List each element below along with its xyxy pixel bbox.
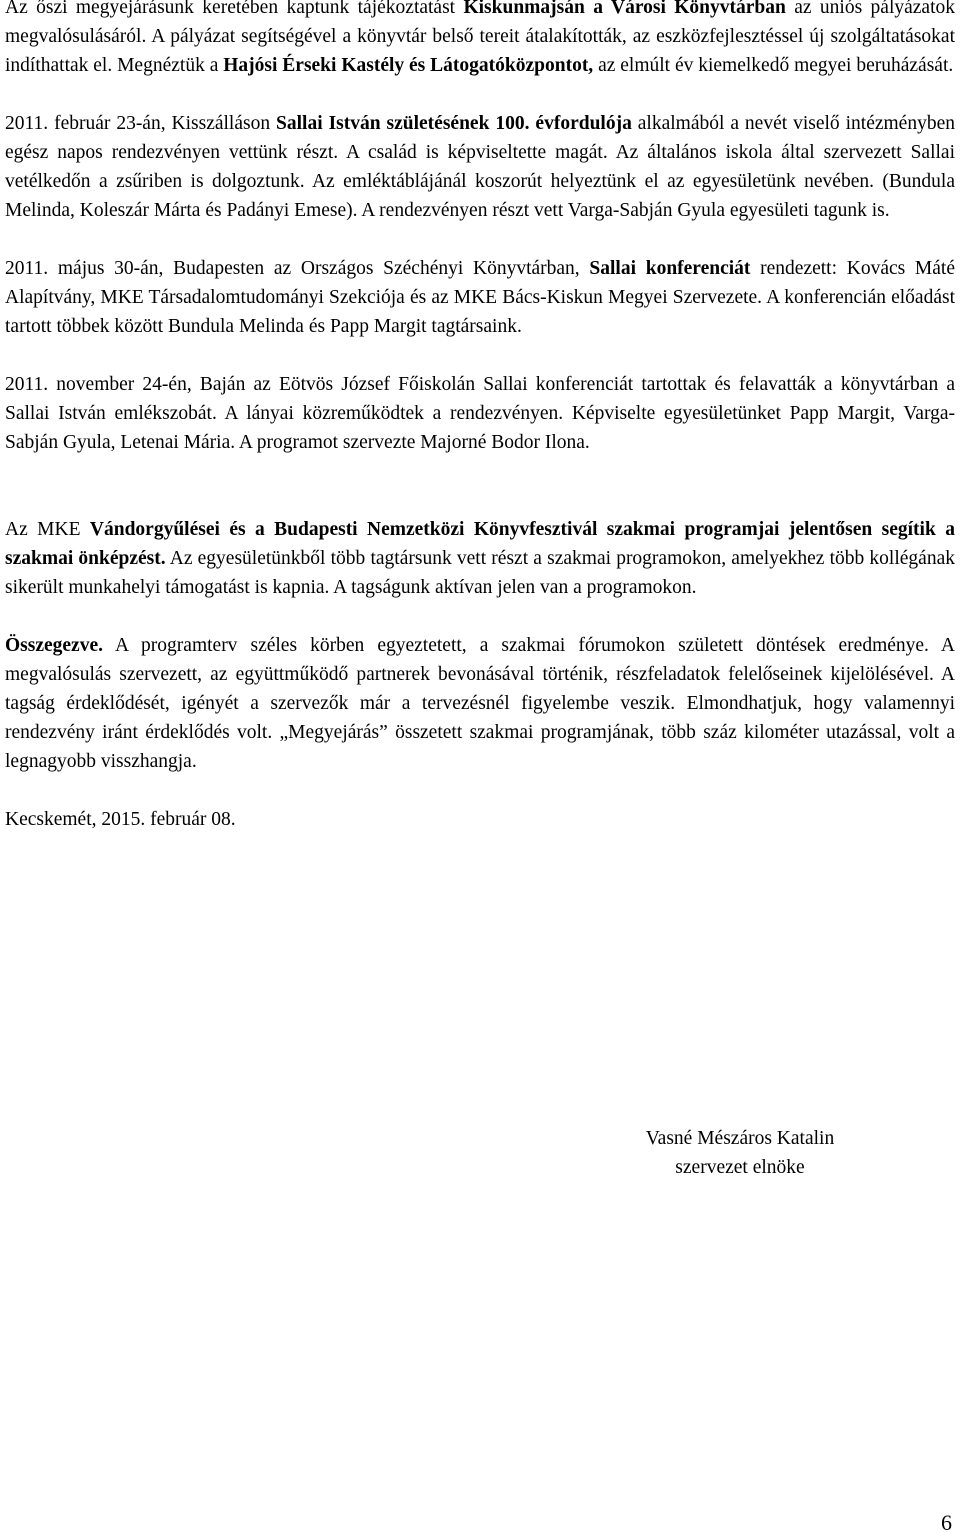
text-run: 2011. november 24-én, Baján az Eötvös József Főiskolán Sallai konferenciát tartottak és felavatták a könyvtárban a Sallai István emlékszobát. A lányai közreműködtek a rendezvényen. Képviselte egyesületünket Papp Margit, Varga-Sabján Gyula, Letenai Mária. A programot szervezte Majorné Bodor Ilona. <box>5 374 955 453</box>
text-run: rendezett: Kovács Máté Alapítvány, MKE Társadalomtudományi Szekciója és az MKE Bács-Kiskun Megyei Szervezete. A konferencián előadást tartott többek között Bundula Melinda és Papp Margit tagtársaink. <box>5 258 956 337</box>
place-date: Kecskemét, 2015. február 08. <box>5 809 236 830</box>
bold-text-run: Kiskunmajsán a Városi Könyvtárban <box>463 0 786 18</box>
paragraph-summary <box>5 631 955 776</box>
signatory-title: szervezet elnöke <box>675 1157 805 1178</box>
bold-text-run: Vándorgyűlései és a Budapesti Nemzetközi Könyvfesztivál szakmai programjai jelentősen segítik a szakmai önképzést. <box>5 519 955 569</box>
paragraph-spacer <box>5 225 955 254</box>
bold-text-run: Sallai konferenciát <box>589 258 751 279</box>
bold-text-run: Sallai István születésének 100. évfordulója <box>276 113 632 134</box>
text-run: 2011. február 23-án, Kisszálláson <box>5 113 277 134</box>
paragraph-spacer <box>5 776 955 805</box>
paragraph-mke-programs <box>5 515 955 602</box>
paragraph-spacer <box>5 80 955 109</box>
text-run: Az MKE <box>5 519 90 540</box>
signatory-name: Vasné Mészáros Katalin <box>645 1128 835 1149</box>
text-run: az elmúlt év kiemelkedő megyei beruházását. <box>593 55 954 76</box>
paragraph-spacer <box>5 602 955 631</box>
bold-text-run: Összegezve. <box>5 635 103 656</box>
bold-text-run: Hajósi Érseki Kastély és Látogatóközpontot, <box>223 55 594 76</box>
paragraph-spacer <box>5 341 955 370</box>
paragraph-baja-conference <box>5 370 955 457</box>
document-page <box>5 0 955 834</box>
text-run: alkalmából a nevét viselő intézményben egész napos rendezvényen vettünk részt. A család is képviseltette magát. Az általános iskola által szervezett Sallai vetélkedőn a zsűriben is dolgoztunk. Az emléktáblájánál koszorút helyeztünk el az egyesületünk nevében. (Bundula Melinda, Koleszár Márta és Padányi Emese). A rendezvényen részt vett Varga-Sabján Gyula egyesületi tagunk is. <box>5 113 955 221</box>
signature-block <box>605 1124 875 1182</box>
paragraph-budapest-conference <box>5 254 955 341</box>
paragraph-spacer <box>5 457 955 515</box>
text-run: 2011. május 30-án, Budapesten az Országos Széchényi Könyvtárban, <box>5 258 590 279</box>
text-run: Az egyesületünkből több tagtársunk vett részt a szakmai programokon, amelyekhez több kollégának sikerült munkahelyi támogatást is kapnia. A tagságunk aktívan jelen van a programokon. <box>5 548 955 598</box>
text-run: A programterv széles körben egyeztetett, a szakmai fórumokon született döntések eredménye. A megvalósulás szervezett, az együttműködő partnerek bevonásával történik, részfeladatok felelőseinek kijelölésével. A tagság érdeklődését, igényét a szervezők már a tervezésnél figyelembe veszik. Elmondhatjuk, hogy valamennyi rendezvény iránt érdeklődés volt. „Megyejárás” összetett szakmai programjának, több száz kilométer utazással, volt a legnagyobb visszhangja. <box>5 635 955 772</box>
page-number: 6 <box>941 1510 952 1535</box>
text-run: az uniós pályázatok megvalósulásáról. A pályázat segítségével a könyvtár belső tereit átalakították, az eszközfejlesztéssel új szolgáltatásokat indíthattak el. Megnéztük a <box>5 0 955 76</box>
paragraph-kisszallas <box>5 109 955 225</box>
paragraph-megyejaras <box>5 0 955 80</box>
text-run: Az őszi megyejárásunk keretében kaptunk tájékoztatást <box>5 0 464 18</box>
